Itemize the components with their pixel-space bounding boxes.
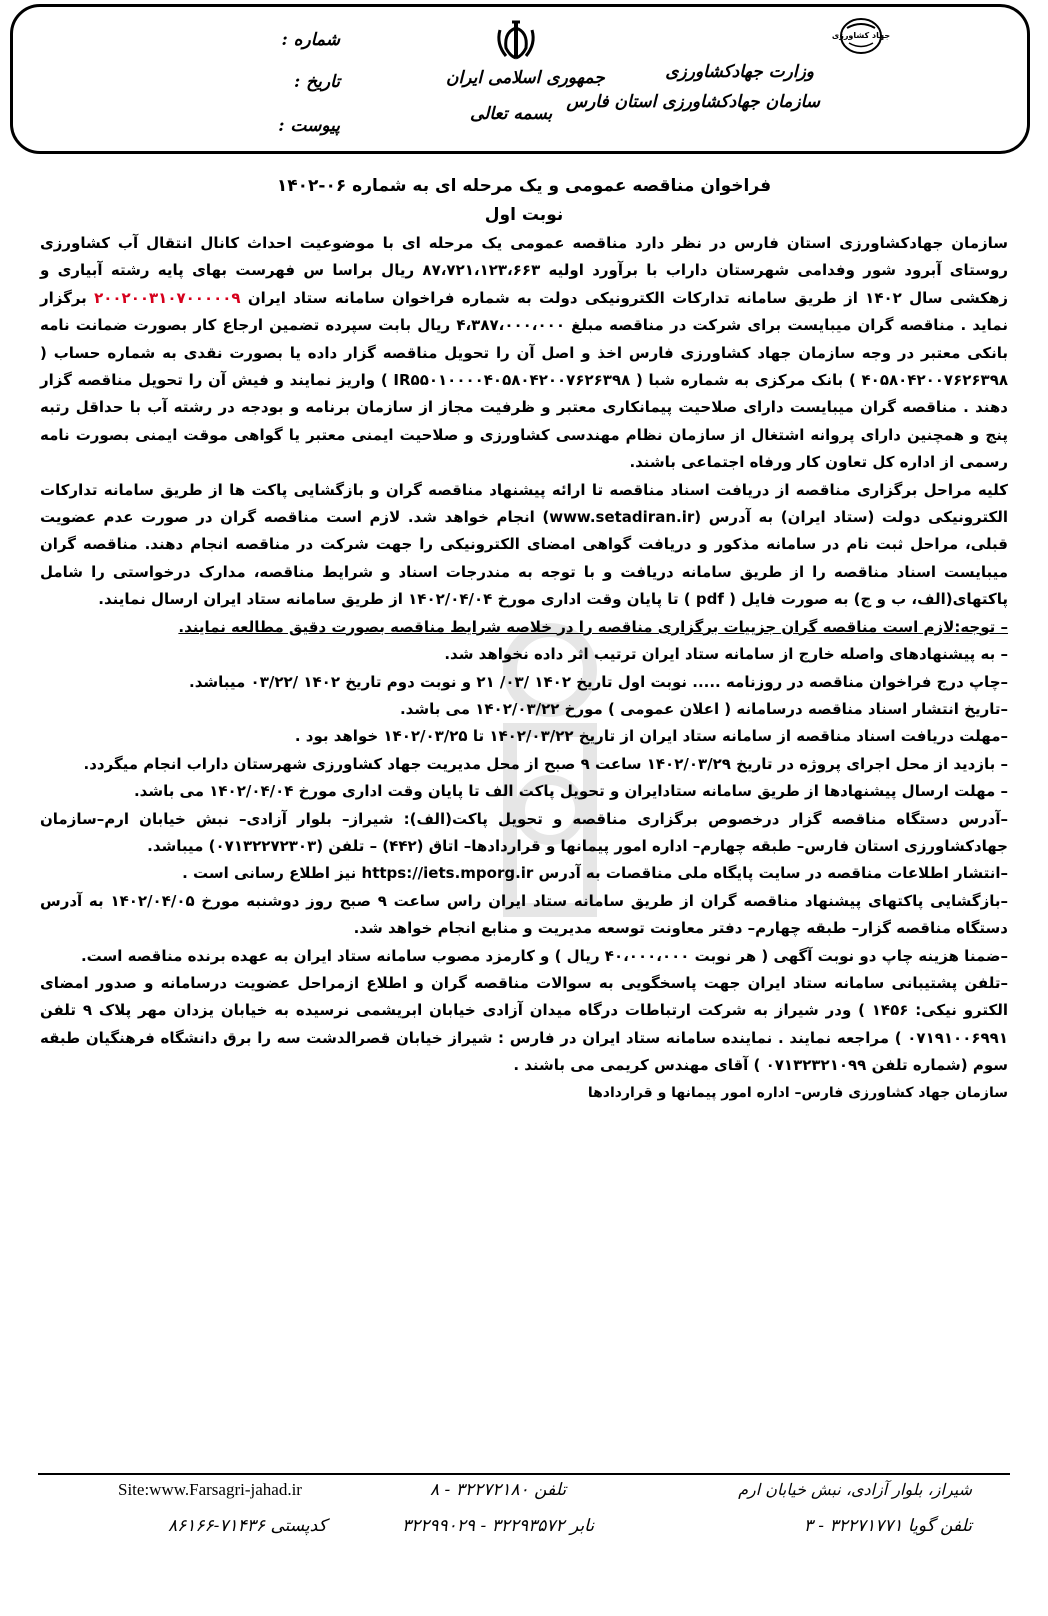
tender-body (40, 230, 1008, 1107)
logo-text: جهاد کشاورزی (831, 31, 891, 40)
list-item: – به پیشنهادهای واصله خارج از سامانه ستاد ایران ترتیب اثر داده نخواهد شد. (444, 645, 1008, 664)
footer-website[interactable]: Site:www.Farsagri-jahad.ir (118, 1480, 302, 1499)
attachment-field: پیوست : (278, 116, 340, 136)
document-title: فراخوان مناقصه عمومی و یک مرحله ای به شماره ۰۶-۱۴۰۲ (276, 176, 772, 196)
paragraph-intro: سازمان جهادکشاورزی استان فارس در نظر دارد مناقصه عمومی یک مرحله ای با موضوعیت احداث کانال انتقال آب کشاورزی روستای آبرود شور وفدامی شهرستان داراب با برآورد اولیه ۸۷،۷۲۱،۱۲۳،۶۶۳ ریال براسا س فهرست بهای پایه رشته آبیاری و زهکشی سال ۱۴۰۲ از طریق سامانه تدارکات الکترونیکی دولت به شماره فراخوان سامانه ستاد ایران ۲۰۰۲۰۰۳۱۰۷۰۰۰۰۰۹ برگزار نماید . مناقصه گران میبایست برای شرکت در مناقصه مبلغ ۴،۳۸۷،۰۰۰،۰۰۰ ریال بابت سپرده تضمین ارجاع کار بصورت ضمانت نامه بانکی معتبر در وجه سازمان جهاد کشاورزی فارس اخذ و اصل آن را تحویل مناقصه گزار داده یا بصورت نقدی به شماره حساب ( ۴۰۵۸۰۴۲۰۰۷۶۲۶۳۹۸ ) بانک مرکزی به شماره شبا ( IR۵۵۰۱۰۰۰۰۴۰۵۸۰۴۲۰۰۷۶۲۶۳۹۸ ) واریز نمایند و فیش آن را تحویل مناقصه گزار دهند . مناقصه گران میبایست دارای صلاحیت پیمانکاری معتبر و ظرفیت مجاز از سازمان برنامه و بودجه در رشته آب با حداقل رتبه پنج و همچنین دارای پروانه اشتغال از سازمان نظام مهندسی کشاورزی و صلاحیت ایمنی معتبر یا گواهی موقت ایمنی بصورت نامه رسمی از اداره کل تعاون کار ورفاه اجتماعی باشند. (40, 234, 1008, 472)
footer-voice-phone: تلفن گویا ۳۲۲۷۱۷۷۱ - ۳ (803, 1516, 972, 1536)
paragraph-procedure: کلیه مراحل برگزاری مناقصه از دریافت اسناد مناقصه تا ارائه پیشنهاد مناقصه گران و بازگشایی پاکت ها از طریق سامانه تدارکات الکترونیکی دولت (ستاد ایران) به آدرس (www.setadiran.ir) انجام خواهد شد. لازم است مناقصه گران در صورت عدم عضویت قبلی، مراحل ثبت نام در سامانه مذکور و دریافت گواهی امضای الکترونیکی را جهت شرکت در مناقصه انجام دهند. مناقصه گران میبایست اسناد مناقصه را از طریق سامانه دریافت و با توجه به مندرجات اسناد و شرایط مناقصه، مدارک درخواستی را شامل پاکتهای(الف، ب و ج) به صورت فایل ( pdf ) تا پایان وقت اداری مورخ ۱۴۰۲/۰۴/۰۴ از طریق سامانه ستاد ایران ارسال نمایند. (40, 480, 1008, 609)
iran-emblem-icon (492, 18, 540, 62)
list-item: –تاریخ انتشار اسناد مناقصه درسامانه ( اعلان عمومی ) مورخ ۱۴۰۲/۰۳/۲۲ می باشد. (399, 699, 1008, 718)
list-item: – بازدید از محل اجرای پروژه در تاریخ ۱۴۰۲/۰۳/۲۹ ساعت ۹ صبح از محل مدیریت جهاد کشاورزی شهرستان داراب انجام میگردد. (83, 754, 1008, 773)
footer-divider (38, 1473, 1010, 1475)
list-item: –چاپ درج فراخوان مناقصه در روزنامه ..... نوبت اول تاریخ ۱۴۰۲ /۰۳/ ۲۱ و نوبت دوم تاریخ ۱۴۰۲ /۰۳/۲۲ میباشد. (189, 672, 1008, 691)
list-item: –آدرس دستگاه مناقصه گزار درخصوص برگزاری مناقصه و تحویل پاکت(الف): شیراز– بلوار آزادی– نبش خیابان ارم–سازمان جهادکشاورزی استان فارس– طبقه چهارم– اداره امور پیمانها و قراردادها– اتاق (۴۴۲) – تلفن (۰۷۱۳۲۲۷۲۳۰۳) میباشد. (40, 809, 1008, 855)
republic-name: جمهوری اسلامی ایران (446, 68, 605, 88)
bismillah: بسمه تعالی (470, 104, 553, 124)
signature-line: سازمان جهاد کشاورزی فارس– اداره امور پیمانها و قراردادها (587, 1084, 1008, 1101)
date-field: تاریخ : (293, 72, 340, 92)
footer-fax: نابر ۳۲۲۹۳۵۷۲ - ۳۲۲۹۹۰۲۹ (402, 1516, 595, 1536)
number-field: شماره : (281, 30, 340, 50)
document-subtitle: نوبت اول (484, 205, 564, 225)
footer-phone: تلفن ۳۲۲۷۲۱۸۰ - ۸ (430, 1480, 567, 1500)
ministry-logo (831, 16, 891, 56)
list-item: –ضمنا هزینه چاپ دو نوبت آگهی ( هر نوبت ۴۰،۰۰۰،۰۰۰ ریال ) و کارمزد مصوب سامانه ستاد ایران به عهده برنده مناقصه است. (80, 946, 1008, 965)
ministry-name: وزارت جهادکشاورزی (665, 62, 814, 82)
list-item: –تلفن پشتیبانی سامانه ستاد ایران جهت پاسخگویی به سوالات مناقصه گران و اطلاع ازمراحل عضویت درسامانه و صدور امضای الکترو نیکی: ۱۴۵۶ ) ودر شیراز به شرکت ارتباطات درگاه میدان آزادی خیابان ابریشمی نرسیده به خیابان یزدان مهر پلاک ۹ تلفن ۰۷۱۹۱۰۰۶۹۹۱ ) مراجعه نمایند . نماینده سامانه ستاد ایران در فارس : شیراز خیابان قصرالدشت سه را برق دانشگاه فرهنگیان طبقه سوم (شماره تلفن ۰۷۱۳۲۳۲۱۰۹۹ ) آقای مهندس کریمی می باشند . (40, 973, 1008, 1075)
footer-address: شیراز، بلوار آزادی، نبش خیابان ارم (738, 1480, 972, 1499)
footer-postal-code: کدپستی ۷۱۴۳۶-۸۶۱۶۶ (168, 1516, 327, 1536)
list-item: –انتشار اطلاعات مناقصه در سایت پایگاه ملی مناقصات به آدرس https://iets.mporg.ir نیز اطلاع رسانی است . (182, 864, 1008, 883)
list-item: – مهلت ارسال پیشنهادها از طریق سامانه ستادایران و تحویل پاکت الف تا پایان وقت اداری مورخ ۱۴۰۲/۰۴/۰۴ می باشد. (133, 782, 1008, 801)
note-line: – توجه:لازم است مناقصه گران جزییات برگزاری مناقصه را در خلاصه شرایط مناقصه بصورت دقیق مطالعه نمایند. (178, 617, 1008, 636)
organization-name: سازمان جهادکشاورزی استان فارس (566, 92, 820, 112)
list-item: –بازگشایی پاکتهای پیشنهاد مناقصه گران از طریق سامانه ستاد ایران راس ساعت ۹ صبح روز دوشنبه مورخ ۱۴۰۲/۰۴/۰۵ به آدرس دستگاه مناقصه گزار– طبقه چهارم– دفتر معاونت توسعه مدیریت و منابع انجام خواهد شد. (40, 891, 1008, 938)
tender-number: ۲۰۰۲۰۰۳۱۰۷۰۰۰۰۰۹ (94, 288, 241, 307)
list-item: –مهلت دریافت اسناد مناقصه از سامانه ستاد ایران از تاریخ ۱۴۰۲/۰۳/۲۲ تا ۱۴۰۲/۰۳/۲۵ خواهد بود . (294, 727, 1008, 746)
